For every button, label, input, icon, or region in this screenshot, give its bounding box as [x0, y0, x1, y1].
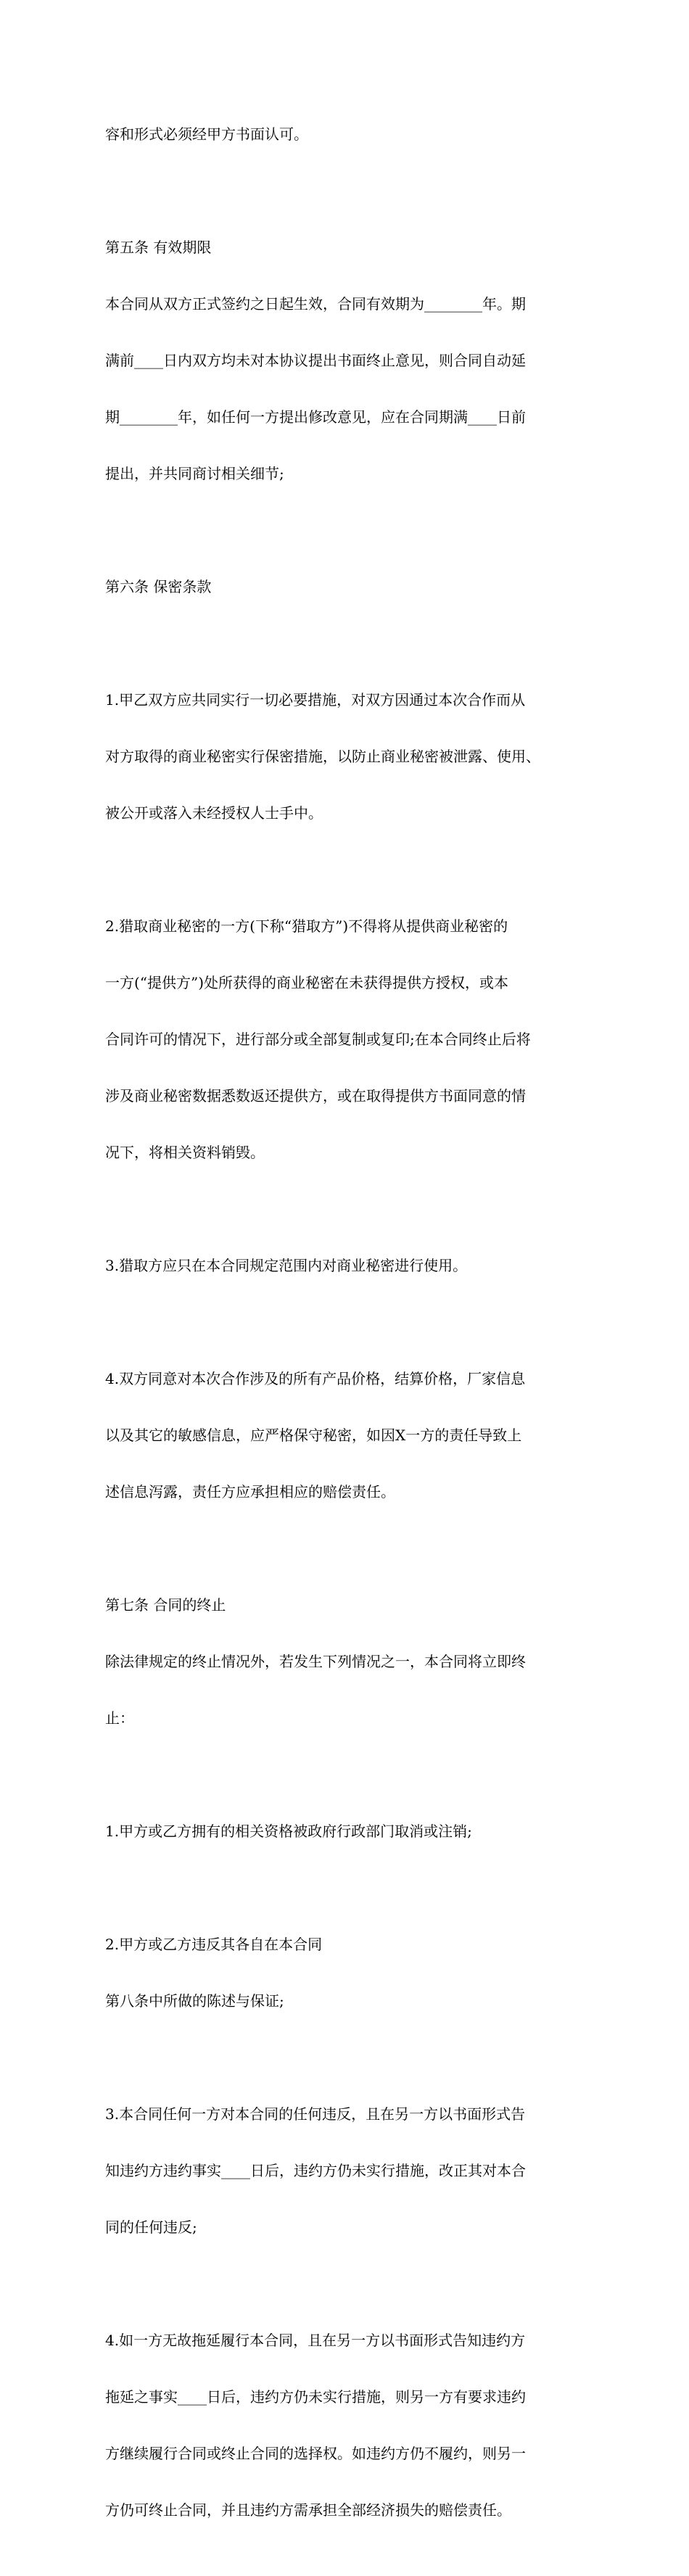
section-heading: 第七条 合同的终止 — [105, 1596, 226, 1614]
text-line: 方仍可终止合同，并且违约方需承担全部经济损失的赔偿责任。 — [105, 2501, 511, 2519]
text-line: 2.甲方或乙方违反其各自在本合同 — [105, 1936, 323, 1953]
text-line: 本合同从双方正式签约之日起生效，合同有效期为________年。期 — [105, 295, 526, 313]
text-line: 4.双方同意对本次合作涉及的所有产品价格，结算价格，厂家信息 — [105, 1370, 526, 1387]
text-line: 拖延之事实____日后，违约方仍未实行措施，则另一方有要求违约 — [105, 2388, 526, 2406]
clause-6-2 — [105, 879, 598, 1200]
text-line: 以及其它的敏感信息，应严格保守秘密，如因X一方的责任导致上 — [105, 1427, 522, 1444]
section-six-heading — [105, 540, 598, 634]
clause-6-4 — [105, 1332, 598, 1539]
section-seven-termination — [105, 1558, 598, 1765]
text-line: 述信息泻露，责任方应承担相应的赔偿责任。 — [105, 1483, 395, 1500]
clause-7-4 — [105, 2293, 598, 2557]
text-line: 4.如一方无故拖延履行本合同，且在另一方以书面形式告知违约方 — [105, 2332, 526, 2349]
text-line: 2.猎取商业秘密的一方(下称“猎取方”)不得将从提供商业秘密的 — [105, 917, 508, 935]
clause-6-3 — [105, 1218, 598, 1313]
text-line: 被公开或落入未经授权人士手中。 — [105, 804, 323, 822]
text-line: 除法律规定的终止情况外，若发生下列情况之一，本合同将立即终 — [105, 1653, 526, 1670]
text-line: 方继续履行合同或终止合同的选择权。如违约方仍不履约，则另一 — [105, 2445, 526, 2462]
text-line: 1.甲方或乙方拥有的相关资格被政府行政部门取消或注销; — [105, 1822, 472, 1840]
clause-7-1 — [105, 1784, 598, 1878]
text-line: 同的任何违反; — [105, 2218, 197, 2236]
clause-6-1 — [105, 653, 598, 860]
text-line: 况下，将相关资料销毁。 — [105, 1144, 265, 1161]
text-line: 1.甲乙双方应共同实行一切必要措施，对双方因通过本次合作而从 — [105, 691, 526, 709]
text-line: 合同许可的情况下，进行部分或全部复制或复印;在本合同终止后将 — [105, 1031, 531, 1048]
text-line: 止： — [105, 1709, 134, 1727]
text-line: 一方(“提供方”)处所获得的商业秘密在未获得提供方授权，或本 — [105, 974, 509, 991]
text-line: 知违约方违约事实____日后，违约方仍未实行措施，改正其对本合 — [105, 2162, 526, 2179]
document-page — [105, 87, 598, 2576]
clause-7-3 — [105, 2067, 598, 2274]
section-heading: 第六条 保密条款 — [105, 578, 212, 595]
section-five-validity — [105, 200, 598, 521]
paragraph-continuation — [105, 87, 598, 181]
text-line: 提出，并共同商讨相关细节; — [105, 465, 284, 482]
text-line: 3.猎取方应只在本合同规定范围内对商业秘密进行使用。 — [105, 1257, 468, 1274]
text-line: 容和形式必须经甲方书面认可。 — [105, 125, 308, 143]
text-line: 期________年，如任何一方提出修改意见，应在合同期满____日前 — [105, 408, 526, 426]
text-line: 满前____日内双方均未对本协议提出书面终止意见，则合同自动延 — [105, 352, 526, 369]
text-line: 对方取得的商业秘密实行保密措施，以防止商业秘密被泄露、使用、 — [105, 748, 540, 765]
text-line: 第八条中所做的陈述与保证; — [105, 1992, 284, 2010]
clause-7-2 — [105, 1897, 598, 2048]
text-line: 3.本合同任何一方对本合同的任何违反，且在另一方以书面形式告 — [105, 2105, 526, 2123]
text-line: 涉及商业秘密数据悉数返还提供方，或在取得提供方书面同意的情 — [105, 1087, 526, 1105]
section-heading: 第五条 有效期限 — [105, 239, 212, 256]
